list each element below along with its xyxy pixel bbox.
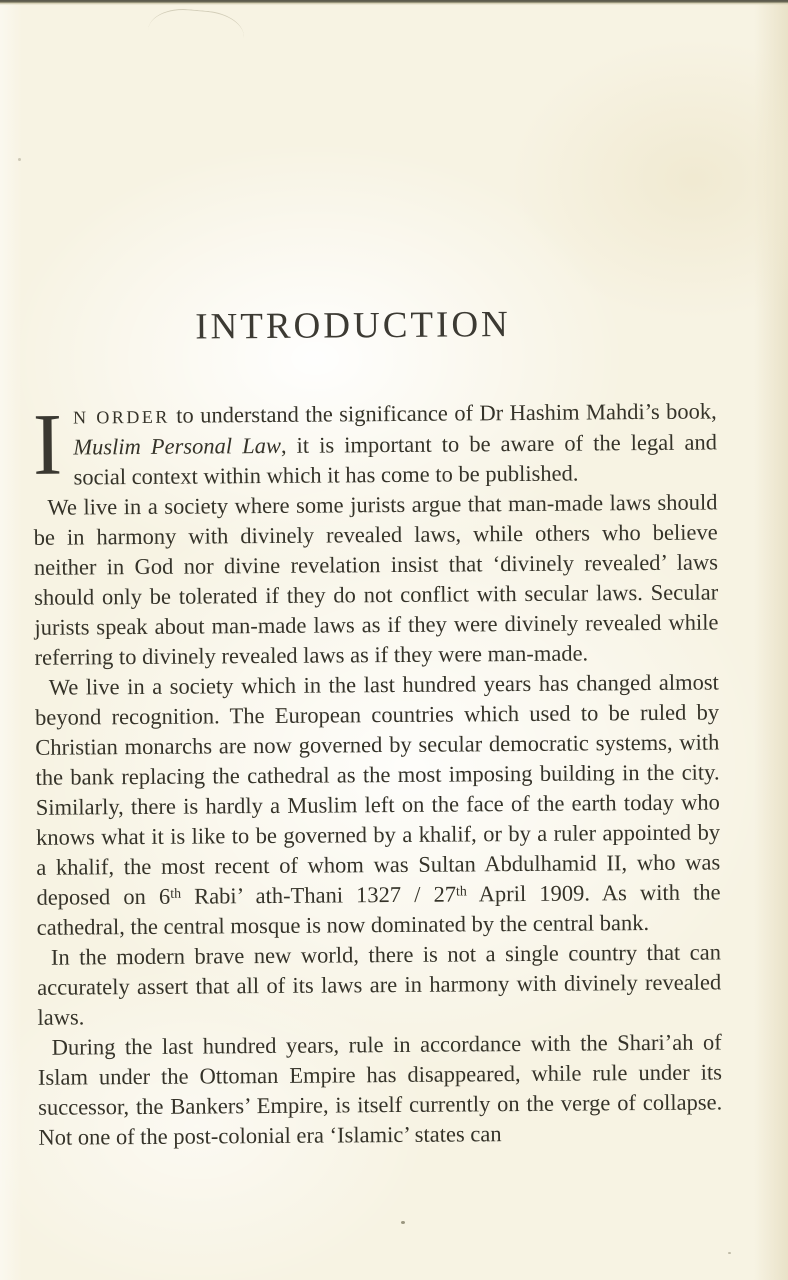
- text-run: , it is important to be aware of the legal and social context within which it has come to be published.: [73, 429, 718, 490]
- text-run: During the last hundred years, rule in accordance with the Shari’ah of Islam under the Ottoman Empire has disappeared, while rule under its successor, the Bankers’ Empire, is itself currently on the verge of collapse. Not one of the post-colonial era ‘Islamic’ states can: [37, 1029, 723, 1150]
- paragraph: [35, 667, 721, 942]
- paragraph: [38, 1027, 723, 1152]
- text-run: th: [170, 886, 182, 902]
- text-run: Rabi’ ath-Thani 1327 / 27: [180, 881, 457, 909]
- dust-speck: [401, 1221, 405, 1224]
- body-text: [33, 396, 723, 1152]
- text-run: to understand the significance of Dr Hashim Mahdi’s book,: [169, 398, 717, 428]
- text-run: Muslim Personal Law: [73, 432, 282, 460]
- text-run: In the modern brave new world, there is not a single country that can accurately assert that all of its laws are in harmony with divinely revealed laws.: [37, 939, 722, 1030]
- paragraph: [37, 937, 722, 1032]
- paragraph: [33, 487, 718, 672]
- text-run: We live in a society which in the last hundred years has changed almost beyond recognition. The European countries which used to be ruled by Christian monarchs are now governed by secular democratic systems, with the bank replacing the cathedral as the most imposing building in the city. Similarly, there is hardly a Muslim left on the face of the earth today who knows what it is like to be governed by a khalif, or by a ruler appointed by a khalif, the most recent of whom was Sultan Abdulhamid II, who was deposed on 6: [35, 669, 721, 910]
- text-run: th: [455, 884, 467, 900]
- paragraph: [33, 396, 718, 492]
- text-run: N ORDER: [72, 406, 170, 428]
- dust-speck: [18, 158, 21, 161]
- text-run: April 1909. As with the cathedral, the central mosque is now dominated by the central bank.: [36, 879, 721, 940]
- chapter-title: INTRODUCTION: [195, 304, 511, 348]
- drop-cap: I: [32, 396, 63, 494]
- text-run: We live in a society where some jurists argue that man-made laws should be in harmony with divinely revealed laws, while others who believe neither in God nor divine revelation insist that ‘divinely revealed’ laws should only be tolerated if they do not conflict with secular laws. Secular jurists speak about man-made laws as if they were divinely revealed while referring to divinely revealed laws as if they were man-made.: [33, 489, 719, 670]
- dust-speck: [728, 1252, 731, 1254]
